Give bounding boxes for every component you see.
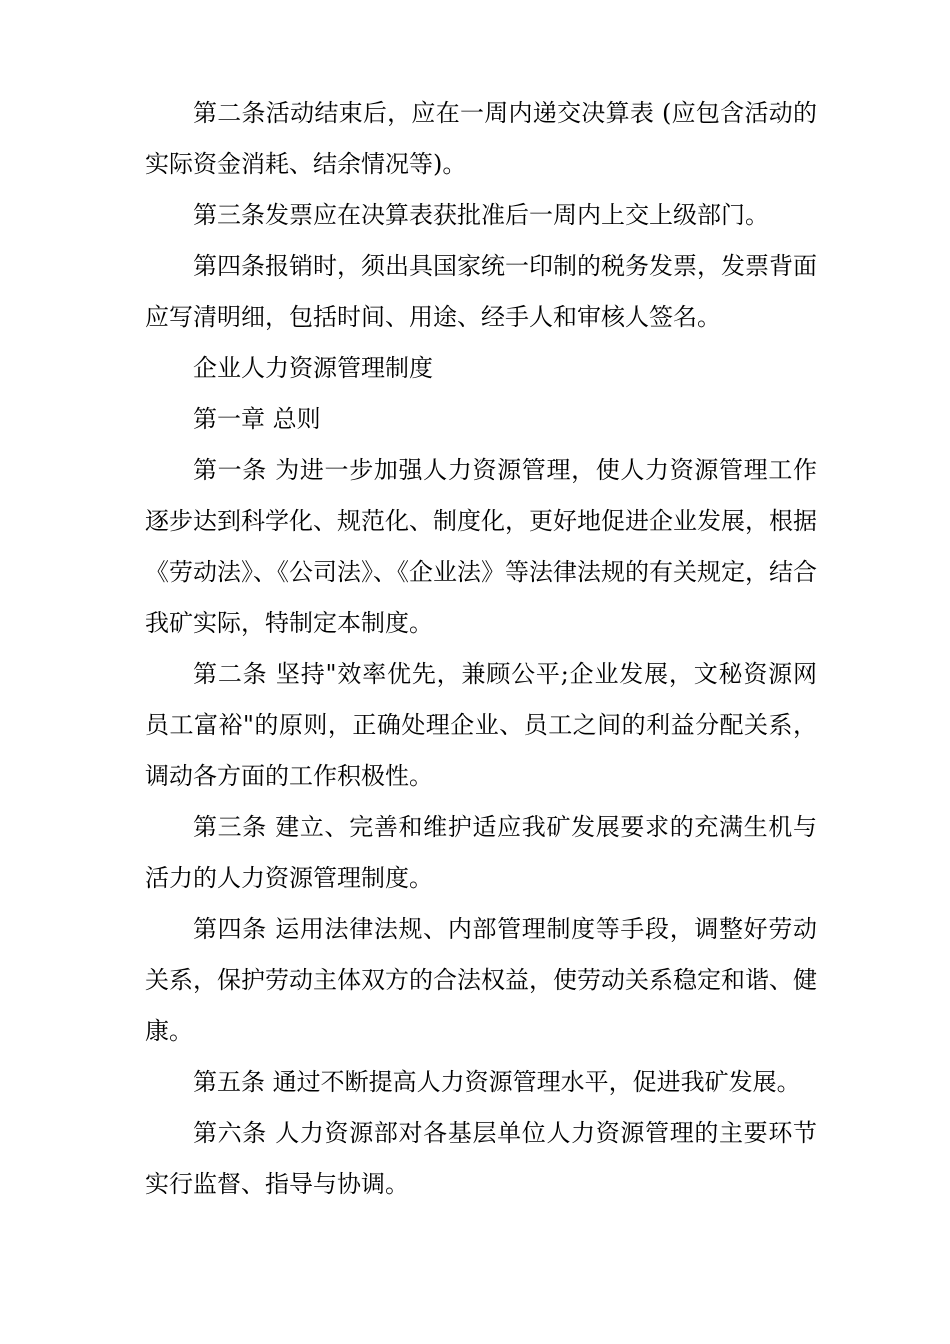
paragraph-hr-article-3: 第三条 建立、完善和维护适应我矿发展要求的充满生机与活力的人力资源管理制度。 xyxy=(145,813,817,892)
paragraph-hr-article-4: 第四条 运用法律法规、内部管理制度等手段，调整好劳动关系，保护劳动主体双方的合法权益，使劳动关系稳定和谐、健康。 xyxy=(145,915,817,1045)
paragraph-hr-article-1: 第一条 为进一步加强人力资源管理，使人力资源管理工作逐步达到科学化、规范化、制度化，更好地促进企业发展，根据《劳动法》、《公司法》、《企业法》等法律法规的有关规定，结合我矿实际，特制定本制度。 xyxy=(145,456,817,637)
paragraph-article-2-settlement: 第二条活动结束后，应在一周内递交决算表 (应包含活动的实际资金消耗、结余情况等)。 xyxy=(145,99,817,178)
section-title-hr-system: 企业人力资源管理制度 xyxy=(193,354,433,382)
paragraph-article-4-reimbursement: 第四条报销时，须出具国家统一印制的税务发票，发票背面应写清明细，包括时间、用途、经手人和审核人签名。 xyxy=(145,252,817,331)
paragraph-hr-article-5: 第五条 通过不断提高人力资源管理水平，促进我矿发展。 xyxy=(193,1068,801,1096)
paragraph-hr-article-2: 第二条 坚持"效率优先，兼顾公平;企业发展，文秘资源网 员工富裕"的原则，正确处理企业、员工之间的利益分配关系，调动各方面的工作积极性。 xyxy=(145,660,817,790)
document-page xyxy=(145,88,817,1210)
paragraph-hr-article-6: 第六条 人力资源部对各基层单位人力资源管理的主要环节实行监督、指导与协调。 xyxy=(145,1119,817,1198)
paragraph-article-3-invoice: 第三条发票应在决算表获批准后一周内上交上级部门。 xyxy=(193,201,769,229)
chapter-1-heading: 第一章 总则 xyxy=(193,405,321,433)
